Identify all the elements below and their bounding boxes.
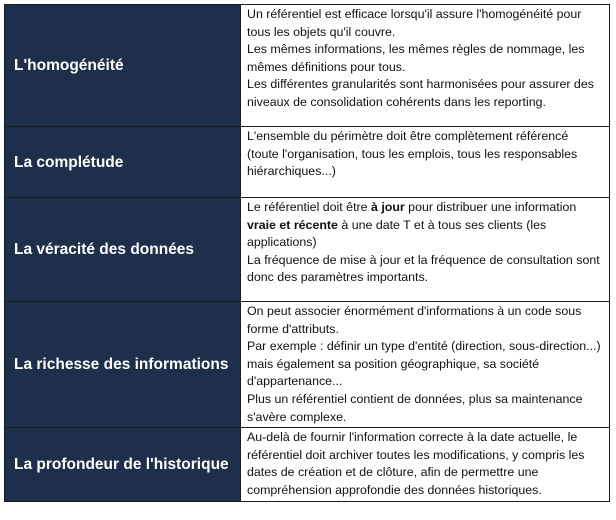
criterion-label-veracite: La véracité des données xyxy=(5,198,241,302)
description-text: L'ensemble du périmètre doit être complètement référencé (toute l'organisation, tous les emplois, tous les responsables hiérarchiques...) xyxy=(247,129,578,179)
description-text: Les mêmes informations, les mêmes règles de nommage, les mêmes définitions pour tous. xyxy=(247,42,585,74)
description-paragraph xyxy=(247,391,603,426)
description-paragraph xyxy=(247,338,603,391)
description-text: Le référentiel doit être xyxy=(247,200,371,214)
description-paragraph xyxy=(247,128,603,181)
description-text: La fréquence de mise à jour et la fréquence de consultation sont donc des paramètres importants. xyxy=(247,252,600,285)
description-text: On peut associer énormément d'informations à un code sous forme d'attributs. xyxy=(247,304,582,336)
criterion-description-homogeneite xyxy=(241,5,610,127)
criterion-description-veracite xyxy=(241,198,610,302)
table-row xyxy=(5,428,610,501)
description-text: Plus un référentiel contient de données, plus sa maintenance s'avère complexe. xyxy=(247,391,583,424)
criterion-label-homogeneite: L'homogénéité xyxy=(5,5,241,127)
description-paragraph xyxy=(247,199,603,252)
description-paragraph xyxy=(247,429,603,499)
table-row xyxy=(5,198,610,302)
description-text: Par exemple : définir un type d'entité (direction, sous-direction...) mais également sa position géographique, sa société d'appartenance... xyxy=(247,339,601,389)
description-paragraph xyxy=(247,6,603,41)
emphasis-text: vraie et récente xyxy=(247,217,338,232)
criteria-table xyxy=(4,4,610,502)
criterion-label-profondeur: La profondeur de l'historique xyxy=(5,428,241,501)
criterion-description-profondeur xyxy=(241,428,610,501)
emphasis-text: à jour xyxy=(370,200,405,214)
criterion-label-completude: La complétude xyxy=(5,127,241,198)
description-text: Au-delà de fournir l'information correcte à la date actuelle, le référentiel doit archiver toutes les modifications, y compris les dates de création et de clôture, afin de permettre une compréhension approfondie des données historiques. xyxy=(247,430,585,497)
description-paragraph xyxy=(247,41,603,76)
criterion-description-richesse xyxy=(241,302,610,428)
table-row xyxy=(5,127,610,198)
criterion-label-richesse: La richesse des informations xyxy=(5,302,241,428)
description-paragraph xyxy=(247,303,603,338)
description-text: pour distribuer une information xyxy=(404,200,577,214)
table-row xyxy=(5,302,610,428)
description-paragraph xyxy=(247,252,603,287)
criterion-description-completude xyxy=(241,127,610,198)
description-paragraph xyxy=(247,76,603,111)
description-text: Les différentes granularités sont harmonisées pour assurer des niveaux de consolidation cohérents dans les reporting. xyxy=(247,77,594,109)
description-text: Un référentiel est efficace lorsqu'il assure l'homogénéité pour tous les objets qu'il couvre. xyxy=(247,7,582,39)
description-text: à une date T et à tous ses clients (les applications) xyxy=(247,217,547,250)
table-row xyxy=(5,5,610,127)
